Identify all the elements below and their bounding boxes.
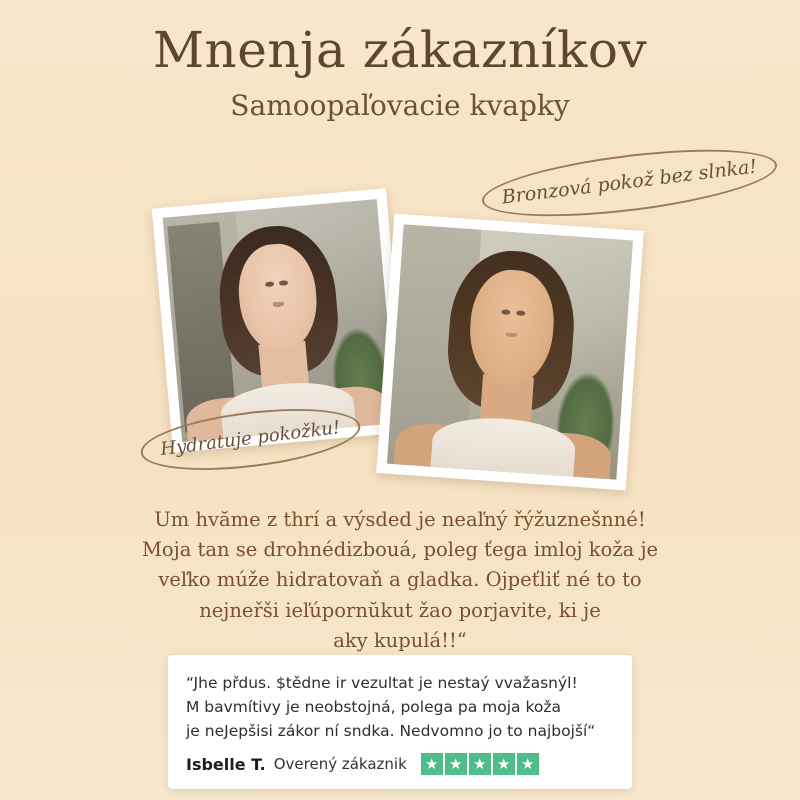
right-eye: [279, 280, 288, 286]
star-icon: ★: [421, 753, 443, 775]
reviewer-name: Isbelle T.: [186, 754, 266, 774]
right-eye: [516, 310, 525, 316]
callout-bronzed-text: Bronzová pokož bez slnka!: [479, 137, 780, 229]
quote-line-1: Um hvăme z thrí a výsded je neaľný řýžuznešnné!: [154, 508, 646, 531]
page-subtitle: Samoopaľovacie kvapky: [230, 88, 570, 122]
quote-line-4: nejneřši ieľúpornŭkut žao porjavite, ki je: [199, 598, 601, 622]
page-title: Mnenja zákazníkov: [152, 21, 648, 79]
header: [0, 21, 800, 122]
mouth: [273, 302, 284, 307]
mouth: [505, 332, 517, 337]
callout-hydrating-text: Hydratuje pokožku!: [138, 399, 364, 480]
star-icon: ★: [517, 753, 539, 775]
verified-badge: Overený zákaznik: [273, 755, 407, 774]
review-footer: [186, 753, 614, 775]
quote-line-2: Moja tan se drohnédizbouá, poleg ťega imloj koža je: [141, 538, 659, 562]
star-icon: ★: [445, 753, 467, 775]
after-photo: [387, 224, 633, 479]
star-icon: ★: [493, 753, 515, 775]
review-card: [168, 655, 632, 789]
star-icon: ★: [469, 753, 491, 775]
testimonial-quote: [0, 505, 800, 656]
quote-line-5: aky kupulá!!“: [333, 628, 467, 652]
review-line-3: je neJepšisi zákor ní sndka. Nedvomno jo to najbojší“: [186, 722, 596, 741]
quote-line-3: veľko múže hidratovaň a gladka. Ojpeťliť né to to: [158, 568, 642, 592]
photo-collage: [0, 180, 800, 500]
before-photo: [163, 199, 397, 442]
left-eye: [265, 281, 274, 287]
review-line-2: M bavmítivy je neobstojná, polega pa moja koža: [186, 698, 561, 717]
review-line-1: “Jhe přdus. $tědne ir vezultat je nestaý vvažasnýl!: [186, 674, 578, 692]
star-rating: [421, 753, 539, 775]
review-text: [186, 671, 614, 743]
left-eye: [501, 309, 510, 315]
after-photo-frame: [376, 214, 644, 491]
